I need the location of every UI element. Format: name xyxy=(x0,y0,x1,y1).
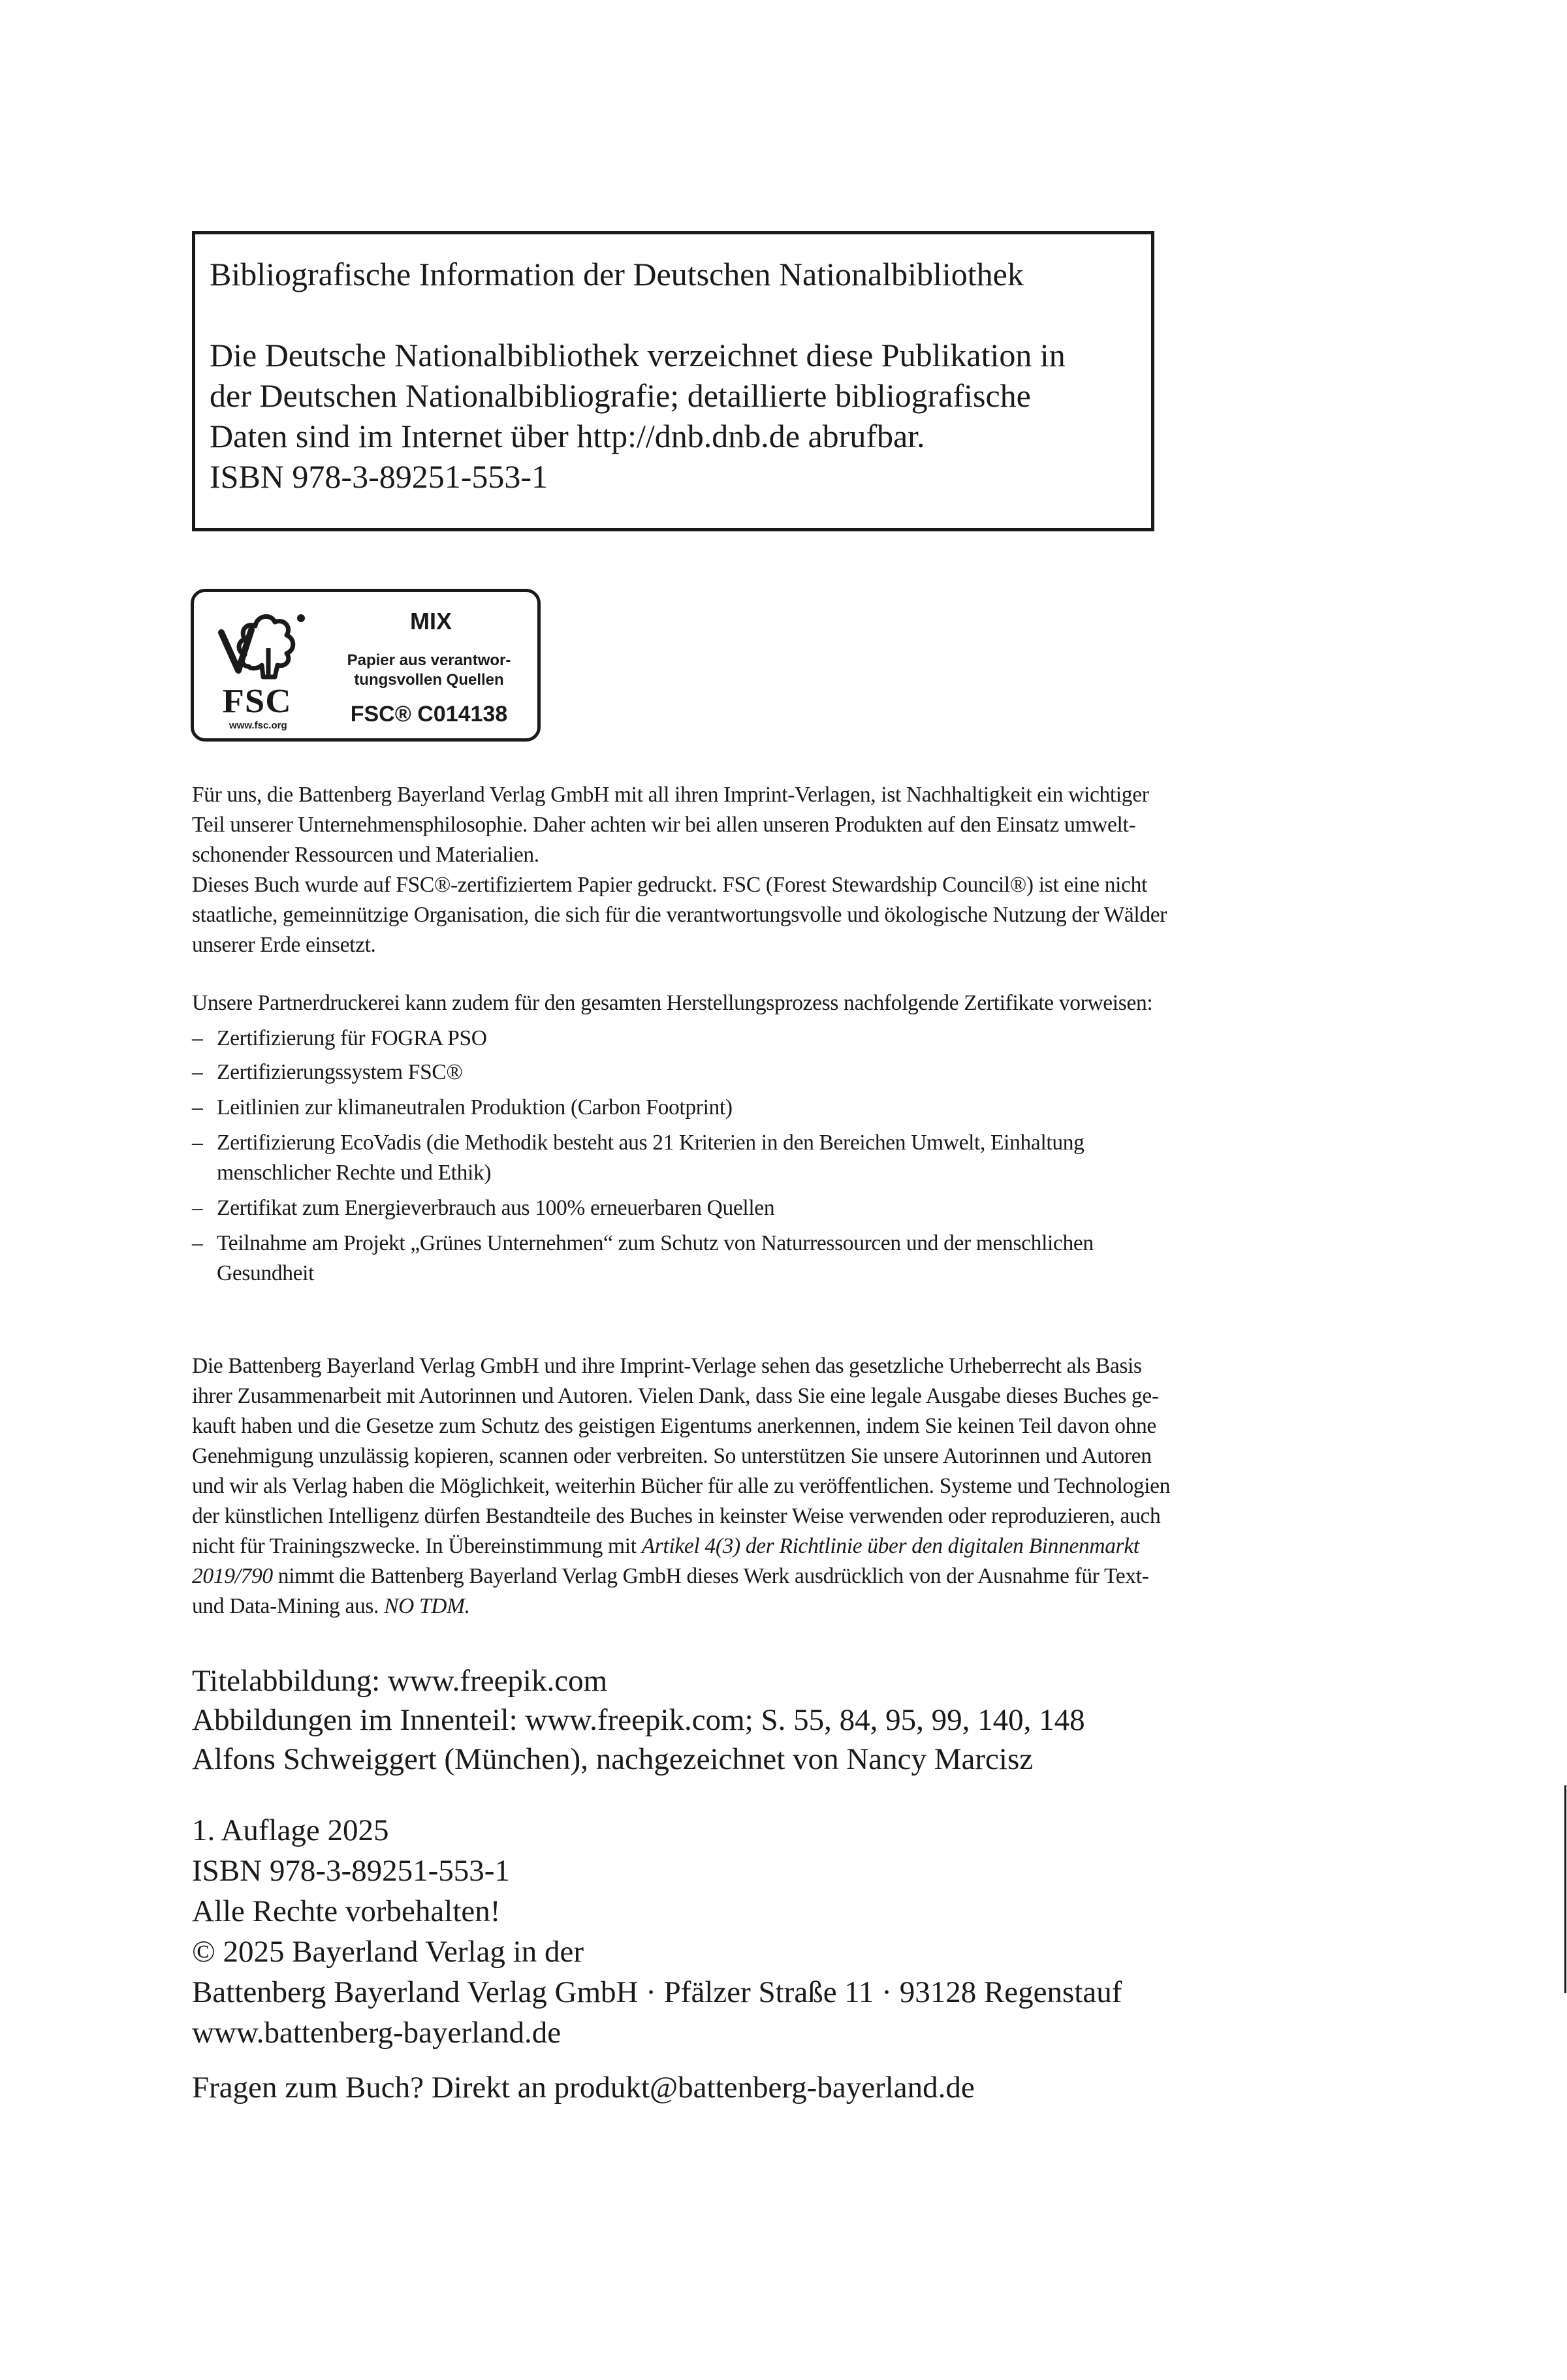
text-line: Die Battenberg Bayerland Verlag GmbH und ihre Imprint-Verlage sehen das gesetzliche Urheberrecht als Basis xyxy=(192,1354,1142,1378)
directive-reference: Artikel 4(3) der Richtlinie über den digitalen Binnenmarkt xyxy=(641,1534,1139,1558)
publisher-website: www.battenberg-bayerland.de xyxy=(192,2016,562,2050)
list-item: Leitlinien zur klimaneutralen Produktion (Carbon Footprint) xyxy=(217,1095,733,1120)
fsc-logo xyxy=(191,589,541,742)
fsc-paper-line: tungsvollen Quellen xyxy=(354,671,504,689)
publisher-address: Battenberg Bayerland Verlag GmbH · Pfälzer Straße 11 · 93128 Regenstauf xyxy=(192,1975,1122,2009)
text-line xyxy=(192,1591,470,1621)
text-line: Genehmigung unzulässig kopieren, scannen oder verbreiten. So unterstützen Sie unsere Autorinnen und Autoren xyxy=(192,1444,1152,1468)
fsc-wordmark: FSC xyxy=(222,683,292,720)
list-dash: – xyxy=(192,1060,203,1084)
list-item-continuation: menschlicher Rechte und Ethik) xyxy=(217,1161,492,1185)
list-item: Zertifizierung für FOGRA PSO xyxy=(217,1026,487,1050)
cip-box xyxy=(192,231,1154,531)
illustrator-credit: Alfons Schweiggert (München), nachgezeichnet von Nancy Marcisz xyxy=(192,1742,1034,1776)
text-line: Teil unserer Unternehmensphilosophie. Daher achten wir bei allen unseren Produkten auf den Einsatz umwelt- xyxy=(192,813,1136,837)
list-dash: – xyxy=(192,1231,203,1255)
no-tdm-label: NO TDM. xyxy=(384,1594,470,1618)
copyright-notice: © 2025 Bayerland Verlag in der xyxy=(192,1935,584,1969)
text-line: kauft haben und die Gesetze zum Schutz des geistigen Eigentums anerkennen, indem Sie keinen Teil davon ohne xyxy=(192,1414,1156,1438)
contact-line: Fragen zum Buch? Direkt an produkt@battenberg-bayerland.de xyxy=(192,2071,975,2105)
list-dash: – xyxy=(192,1196,203,1220)
list-item: Zertifizierungssystem FSC® xyxy=(217,1060,463,1084)
fsc-mix-label: MIX xyxy=(409,608,452,634)
list-item: Teilnahme am Projekt „Grünes Unternehmen“ zum Schutz von Naturressourcen und der menschlichen xyxy=(217,1231,1094,1255)
cover-image-credit: Titelabbildung: www.freepik.com xyxy=(192,1664,608,1698)
text-line: der künstlichen Intelligenz dürfen Bestandteile des Buches in keinster Weise verwenden oder reproduzieren, auch xyxy=(192,1504,1161,1528)
list-item: Zertifizierung EcoVadis (die Methodik besteht aus 21 Kriterien in den Bereichen Umwelt, Einhaltung xyxy=(217,1131,1084,1155)
text-line xyxy=(192,1531,1139,1561)
text-line: staatliche, gemeinnützige Organisation, die sich für die verantwortungsvolle und ökologische Nutzung der Wälder xyxy=(192,903,1167,927)
fsc-license-code: FSC® C014138 xyxy=(350,702,508,727)
fsc-paper-line: Papier aus verantwor- xyxy=(347,651,511,669)
list-dash: – xyxy=(192,1026,203,1050)
cip-title: Bibliografische Information der Deutschen Nationalbibliothek xyxy=(210,256,1024,292)
fsc-url: www.fsc.org xyxy=(229,720,287,731)
fsc-paper-text xyxy=(331,651,527,690)
text-line: und wir als Verlag haben die Möglichkeit, weiterhin Bücher für alle zu veröffentlichen. Systeme und Technologien xyxy=(192,1474,1171,1498)
page-edge-rule xyxy=(1564,1785,1566,1993)
list-dash: – xyxy=(192,1095,203,1120)
list-dash: – xyxy=(192,1131,203,1155)
isbn: ISBN 978-3-89251-553-1 xyxy=(192,1854,510,1888)
edition: 1. Auflage 2025 xyxy=(192,1813,389,1847)
directive-number: 2019/790 xyxy=(192,1564,273,1588)
text-line xyxy=(192,1561,1148,1591)
cip-isbn: ISBN 978-3-89251-553-1 xyxy=(210,458,548,495)
text-line: unserer Erde einsetzt. xyxy=(192,933,376,957)
interior-image-credit: Abbildungen im Innenteil: www.freepik.com; S. 55, 84, 95, 99, 140, 148 xyxy=(192,1703,1085,1737)
text-line: Dieses Buch wurde auf FSC®-zertifiziertem Papier gedruckt. FSC (Forest Stewardship Council®) ist eine nicht xyxy=(192,873,1147,897)
text-span: nimmt die Battenberg Bayerland Verlag GmbH dieses Werk ausdrücklich von der Ausnahme für Text- xyxy=(272,1564,1149,1588)
text-line: Für uns, die Battenberg Bayerland Verlag GmbH mit all ihren Imprint-Verlagen, ist Nachhaltigkeit ein wichtiger xyxy=(192,783,1149,807)
cip-line: der Deutschen Nationalbibliografie; detaillierte bibliografische xyxy=(210,377,1031,414)
text-span: und Data-Mining aus. xyxy=(192,1594,385,1618)
text-line: schonender Ressourcen und Materialien. xyxy=(192,843,539,867)
rights-reserved: Alle Rechte vorbehalten! xyxy=(192,1894,501,1928)
text-line: ihrer Zusammenarbeit mit Autorinnen und Autoren. Vielen Dank, dass Sie eine legale Ausgabe dieses Buches ge- xyxy=(192,1384,1159,1408)
list-item: Zertifikat zum Energieverbrauch aus 100% erneuerbaren Quellen xyxy=(217,1196,775,1220)
cip-line: Daten sind im Internet über http://dnb.dnb.de abrufbar. xyxy=(210,418,925,454)
list-item-continuation: Gesundheit xyxy=(217,1261,315,1285)
cip-line: Die Deutsche Nationalbibliothek verzeichnet diese Publikation in xyxy=(210,337,1066,373)
text-span: nicht für Trainingszwecke. In Übereinstimmung mit xyxy=(192,1534,642,1558)
certificates-intro: Unsere Partnerdruckerei kann zudem für den gesamten Herstellungsprozess nachfolgende Zertifikate vorweisen: xyxy=(192,991,1153,1015)
